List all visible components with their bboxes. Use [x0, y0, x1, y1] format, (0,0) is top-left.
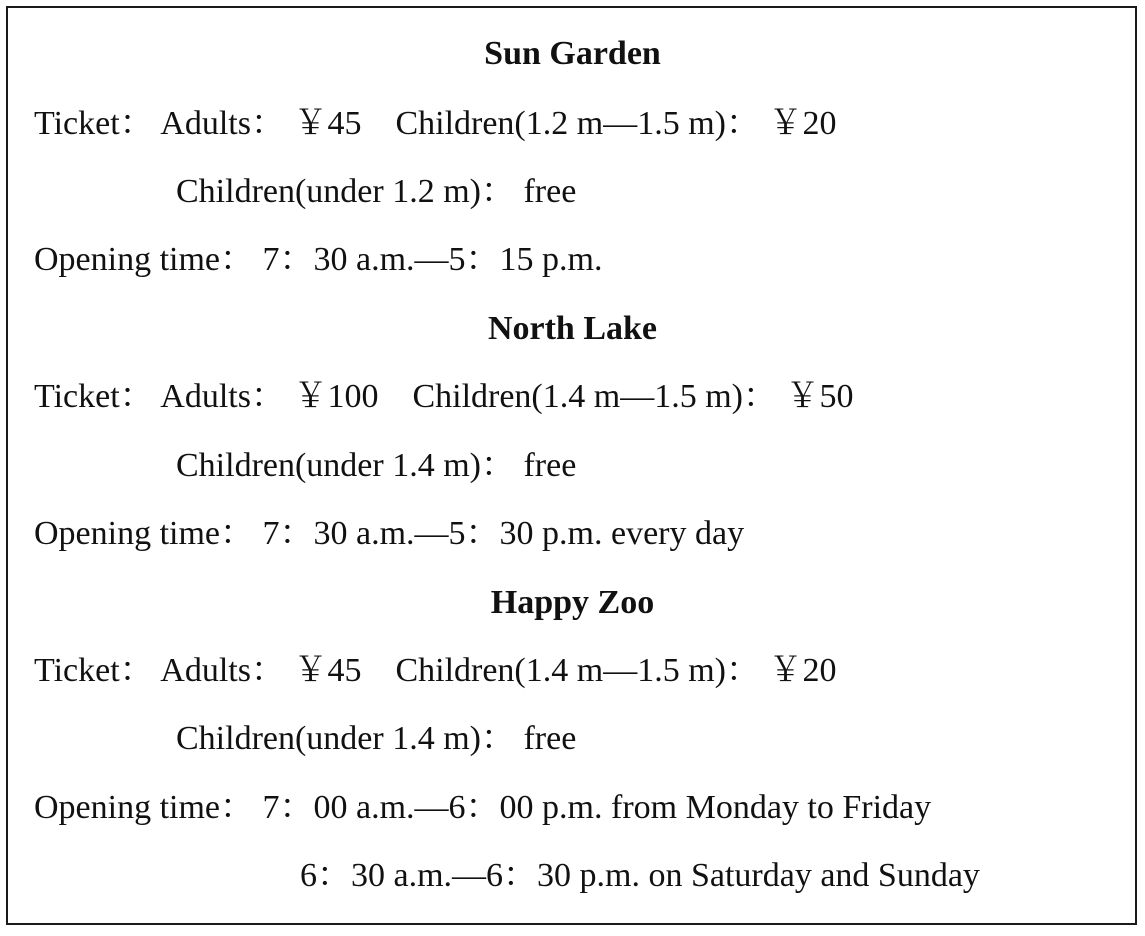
ticket-line-happy-zoo: Ticket： Adults： ￥45 Children(1.4 m—1.5 m)： ￥20 [34, 652, 837, 689]
free-line-north-lake: Children(under 1.4 m)： free [176, 447, 577, 484]
free-line-sun-garden: Children(under 1.2 m)： free [176, 173, 577, 210]
section-title-happy-zoo: Happy Zoo [490, 584, 655, 621]
opening-line-sun-garden: Opening time： 7：30 a.m.—5：15 p.m. [34, 241, 603, 278]
free-line-happy-zoo: Children(under 1.4 m)： free [176, 720, 577, 757]
ticket-line-north-lake: Ticket： Adults： ￥100 Children(1.4 m—1.5 m)： ￥50 [34, 378, 854, 415]
ticket-line-sun-garden: Ticket： Adults： ￥45 Children(1.2 m—1.5 m)： ￥20 [34, 105, 837, 142]
opening-line-happy-zoo: Opening time： 7：00 a.m.—6：00 p.m. from Monday to Friday [34, 789, 932, 826]
section-title-sun-garden: Sun Garden [484, 35, 661, 72]
opening-line-happy-zoo-weekend: 6：30 a.m.—6：30 p.m. on Saturday and Sunday [300, 857, 980, 894]
opening-line-north-lake: Opening time： 7：30 a.m.—5：30 p.m. every day [34, 515, 745, 552]
section-title-north-lake: North Lake [487, 310, 658, 347]
